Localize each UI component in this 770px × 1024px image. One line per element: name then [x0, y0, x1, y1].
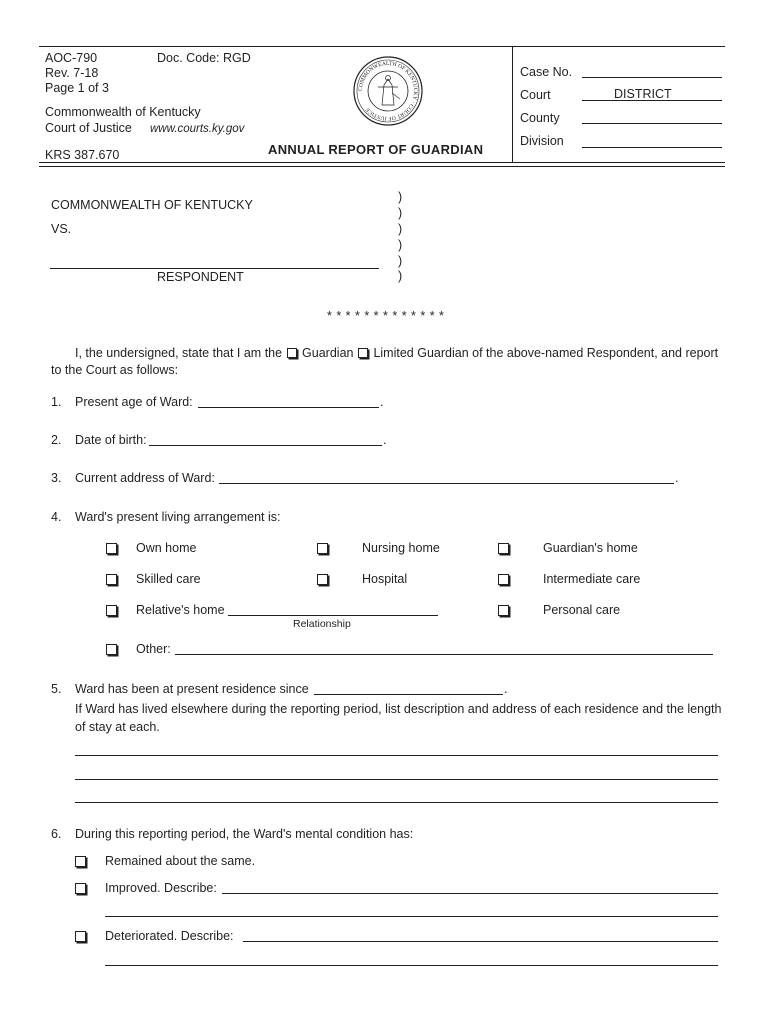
- court-seal-icon: [352, 55, 424, 127]
- remained-same-checkbox[interactable]: [75, 856, 86, 867]
- guardians-home-label: Guardian's home: [543, 541, 638, 555]
- date-of-birth-label: Date of birth:: [75, 433, 147, 447]
- hospital-label: Hospital: [362, 572, 408, 586]
- caption-paren: ): [398, 206, 403, 220]
- item-number: 5.: [51, 682, 62, 696]
- court-value[interactable]: DISTRICT: [614, 87, 672, 101]
- county-field[interactable]: [582, 123, 722, 124]
- caption-paren: ): [398, 190, 403, 204]
- item-number: 3.: [51, 471, 62, 485]
- header-bottom-rule-1: [39, 162, 725, 163]
- personal-care-label: Personal care: [543, 603, 621, 617]
- skilled-care-label: Skilled care: [136, 572, 201, 586]
- limited-guardian-label: Limited Guardian of the above-named Respondent, and report: [373, 346, 719, 360]
- current-address-label: Current address of Ward:: [75, 471, 215, 485]
- court-field[interactable]: [582, 100, 722, 101]
- respondent-label: RESPONDENT: [157, 270, 244, 284]
- division-field[interactable]: [582, 147, 722, 148]
- website: www.courts.ky.gov: [150, 123, 245, 135]
- statute: KRS 387.670: [45, 148, 120, 162]
- relatives-home-label: Relative's home: [136, 603, 225, 617]
- present-age-field[interactable]: [198, 407, 379, 408]
- residence-since-field[interactable]: [314, 694, 503, 695]
- item-number: 2.: [51, 433, 62, 447]
- residence-history-field[interactable]: [75, 779, 718, 780]
- period: .: [380, 395, 384, 409]
- mental-condition-label: During this reporting period, the Ward's mental condition has:: [75, 827, 414, 841]
- header-top-rule: [39, 46, 725, 47]
- plaintiff-name: COMMONWEALTH OF KENTUCKY: [51, 198, 253, 212]
- item-number: 6.: [51, 827, 62, 841]
- guardians-home-checkbox[interactable]: [498, 543, 509, 554]
- residence-history-field[interactable]: [75, 802, 718, 803]
- improved-label: Improved. Describe:: [105, 881, 217, 895]
- case-no-field[interactable]: [582, 77, 722, 78]
- form-number: AOC-790: [45, 51, 98, 65]
- header-divider: [512, 46, 513, 162]
- own-home-label: Own home: [136, 541, 197, 555]
- nursing-home-checkbox[interactable]: [317, 543, 328, 554]
- form-title: ANNUAL REPORT OF GUARDIAN: [268, 142, 484, 157]
- hospital-checkbox[interactable]: [317, 574, 328, 585]
- revision: Rev. 7-18: [45, 66, 99, 80]
- improved-description-field[interactable]: [105, 916, 718, 917]
- deteriorated-description-field[interactable]: [243, 941, 718, 942]
- intro-line-2: to the Court as follows:: [51, 363, 179, 377]
- own-home-checkbox[interactable]: [106, 543, 117, 554]
- date-of-birth-field[interactable]: [149, 445, 382, 446]
- division-label: Division: [520, 134, 564, 148]
- residence-since-label: Ward has been at present residence since: [75, 682, 309, 696]
- intro-text: I, the undersigned, state that I am the: [75, 346, 283, 360]
- guardian-checkbox[interactable]: [287, 348, 297, 358]
- county-label: County: [520, 111, 560, 125]
- deteriorated-checkbox[interactable]: [75, 931, 86, 942]
- court-label: Court: [520, 88, 551, 102]
- other-checkbox[interactable]: [106, 644, 117, 655]
- caption-paren: ): [398, 222, 403, 236]
- relatives-home-checkbox[interactable]: [106, 605, 117, 616]
- caption-paren: ): [398, 254, 403, 268]
- residence-detail-line-2: of stay at each.: [75, 720, 160, 734]
- period: .: [383, 433, 387, 447]
- doc-code: Doc. Code: RGD: [157, 51, 251, 65]
- item-number: 1.: [51, 395, 62, 409]
- period: .: [504, 682, 508, 696]
- caption-paren: ): [398, 238, 403, 252]
- relationship-caption: Relationship: [293, 618, 351, 630]
- present-age-label: Present age of Ward:: [75, 395, 193, 409]
- separator-stars: * * * * * * * * * * * * *: [327, 309, 445, 323]
- limited-guardian-checkbox[interactable]: [358, 348, 368, 358]
- svg-text:COMMONWEALTH OF KENTUCKY · COU: COMMONWEALTH OF KENTUCKY · COURT OF JUSTICE: [357, 60, 419, 122]
- improved-checkbox[interactable]: [75, 883, 86, 894]
- remained-same-label: Remained about the same.: [105, 854, 256, 868]
- nursing-home-label: Nursing home: [362, 541, 440, 555]
- other-field[interactable]: [175, 654, 713, 655]
- personal-care-checkbox[interactable]: [498, 605, 509, 616]
- intermediate-care-checkbox[interactable]: [498, 574, 509, 585]
- intermediate-care-label: Intermediate care: [543, 572, 641, 586]
- improved-description-field[interactable]: [222, 893, 718, 894]
- relationship-field[interactable]: [228, 615, 438, 616]
- residence-history-field[interactable]: [75, 755, 718, 756]
- skilled-care-checkbox[interactable]: [106, 574, 117, 585]
- case-no-label: Case No.: [520, 65, 573, 79]
- current-address-field[interactable]: [219, 483, 674, 484]
- deteriorated-label: Deteriorated. Describe:: [105, 929, 234, 943]
- court-of-justice: Court of Justice: [45, 121, 132, 135]
- period: .: [675, 471, 679, 485]
- page-number: Page 1 of 3: [45, 81, 109, 95]
- caption-paren: ): [398, 269, 403, 283]
- guardian-label: Guardian: [302, 346, 354, 360]
- item-number: 4.: [51, 510, 62, 524]
- respondent-name-field[interactable]: [50, 268, 379, 269]
- other-label: Other:: [136, 642, 171, 656]
- residence-detail-line-1: If Ward has lived elsewhere during the reporting period, list description and address of each residence and the length: [75, 702, 722, 716]
- living-arrangement-label: Ward's present living arrangement is:: [75, 510, 281, 524]
- deteriorated-description-field[interactable]: [105, 965, 718, 966]
- versus: VS.: [51, 222, 72, 236]
- header-bottom-rule-2: [39, 166, 725, 167]
- intro-line-1: [75, 346, 718, 360]
- state-name: Commonwealth of Kentucky: [45, 105, 201, 119]
